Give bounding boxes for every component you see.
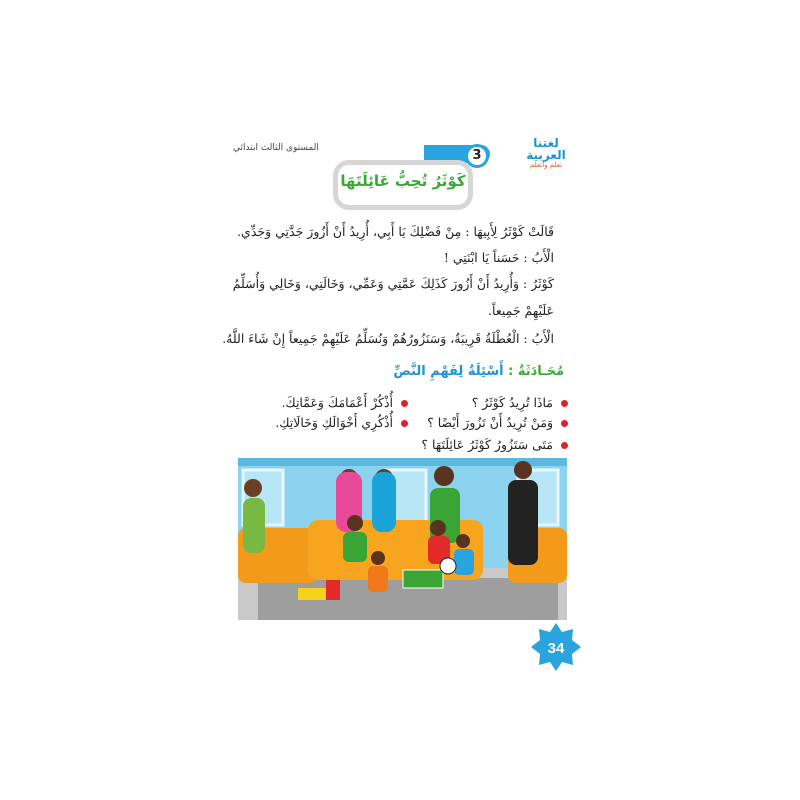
- text-line-4: عَلَيْهِمْ جَمِيعاً.: [488, 303, 554, 318]
- logo-subtitle: تعلم وأتعلم: [529, 161, 563, 169]
- bullet-icon: [561, 442, 568, 449]
- logo-title: لغتنا العربية: [526, 136, 566, 162]
- page-number: 34: [547, 640, 565, 657]
- question-left-2: أُذْكُرِي أَخْوَالَكِ وَخَالَاتِكِ.: [275, 415, 408, 430]
- page-number-badge: [530, 622, 582, 672]
- question-right-3: مَتَى سَتَزُورُ كَوْثَرُ عَائِلَتَهَا ؟: [421, 437, 568, 452]
- bullet-icon: [561, 420, 568, 427]
- family-illustration: [238, 458, 567, 620]
- text-line-3: كَوْثَرُ : وَأُرِيدُ أَنْ أَزُورَ كَذَلِكَ عَمَّتِي وَعَمِّي، وَخَالَتِي، وَخَالِي وَأُسَلِّمُ: [232, 276, 554, 291]
- lesson-title: كَوْثَرُ تُحِبُّ عَائِلَتَهَا: [340, 172, 466, 190]
- bullet-icon: [401, 420, 408, 427]
- lesson-number: 3: [465, 144, 489, 168]
- level-label: المستوى الثالث ابتدائي: [233, 143, 319, 153]
- book-logo: [520, 137, 572, 170]
- text-line-5: الْأَبُ : الْعُطْلَةُ قَرِيبَةٌ، وَسَنَزُورُهُمْ وَنُسَلِّمُ عَلَيْهِمْ جَمِيعاً إِنْ شَاءَ اللَّهُ.: [222, 331, 554, 346]
- question-left-1: أُذْكُرْ أَعْمَامَكَ وَعَمَّاتِكَ.: [281, 395, 408, 410]
- section-title: أَسْئِلَةٌ لِفَهْمِ النَّصِّ: [393, 364, 504, 379]
- bullet-icon: [561, 400, 568, 407]
- question-right-1: مَاذَا تُرِيدُ كَوْثَرُ ؟: [472, 395, 568, 410]
- text-line-1: قَالَتْ كَوْثَرُ لِأَبِيهَا : مِنْ فَضْلِكَ يَا أَبِي، أُرِيدُ أَنْ أَزُورَ جَدَّتِي وَجَدِّي.: [237, 224, 554, 239]
- text-line-2: الْأَبُ : حَسَناً يَا ابْنَتِي !: [443, 250, 554, 265]
- section-label: مُحَـادَثَةٌ :: [508, 364, 564, 379]
- question-right-2: وَمَنْ تُرِيدُ أَنْ تَزُورَ أَيْضًا ؟: [427, 415, 568, 430]
- bullet-icon: [401, 400, 408, 407]
- section-heading: [393, 364, 564, 379]
